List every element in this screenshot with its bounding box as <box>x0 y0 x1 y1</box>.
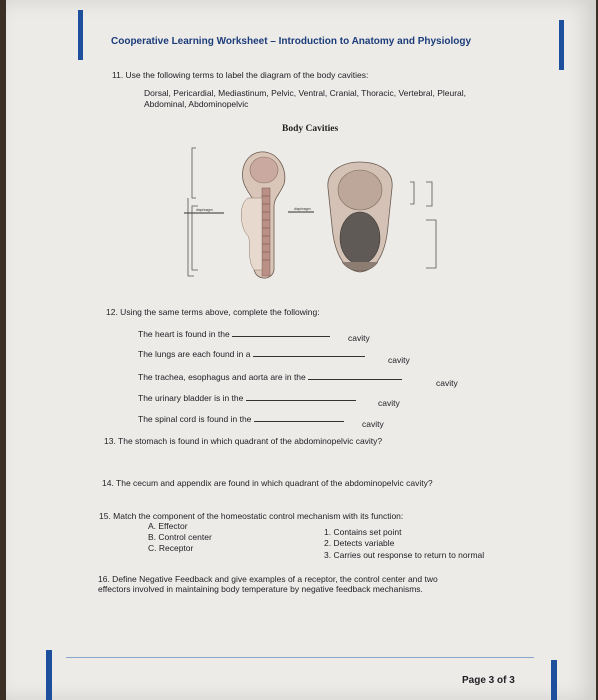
diaphragm-label-left: diaphragm <box>196 208 213 212</box>
q12-item-4-text: The urinary bladder is in the <box>138 393 244 403</box>
footer-left-bar <box>46 650 52 700</box>
q12-item-5-suffix: cavity <box>362 419 384 429</box>
diaphragm-label-right: diaphragm <box>294 207 311 211</box>
q11-prompt: 11. Use the following terms to label the diagram of the body cavities: <box>112 70 369 80</box>
q12-item-1-blank[interactable] <box>232 327 330 337</box>
sagittal-figure <box>184 148 314 278</box>
q12-item-3 <box>138 370 402 382</box>
q15-prompt: 15. Match the component of the homeostatic control mechanism with its function: <box>99 511 404 521</box>
header-left-bar <box>78 10 83 60</box>
q16-line2: effectors involved in maintaining body temperature by negative feedback mechanisms. <box>98 584 423 594</box>
q16-line1: 16. Define Negative Feedback and give examples of a receptor, the control center and two <box>98 574 438 584</box>
q14-text: 14. The cecum and appendix are found in which quadrant of the abdominopelvic cavity? <box>102 478 433 488</box>
q15-right-2: 2. Detects variable <box>324 538 395 548</box>
q13-text: 13. The stomach is found in which quadrant of the abdominopelvic cavity? <box>104 436 383 446</box>
q12-prompt: 12. Using the same terms above, complete the following: <box>106 307 320 317</box>
page-number: Page 3 of 3 <box>462 675 515 686</box>
page-title: Cooperative Learning Worksheet – Introduction to Anatomy and Physiology <box>111 36 472 47</box>
q12-item-1 <box>138 327 330 339</box>
q15-right-3: 3. Carries out response to return to normal <box>324 550 485 560</box>
q11-terms-line2: Abdominal, Abdominopelvic <box>144 99 249 109</box>
q12-item-2-text: The lungs are each found in a <box>138 349 251 359</box>
worksheet-page <box>6 0 596 700</box>
q12-item-2-suffix: cavity <box>388 355 410 365</box>
footer-right-bar <box>551 660 557 700</box>
q15-left-a: A. Effector <box>148 521 188 531</box>
q12-item-2-blank[interactable] <box>253 347 365 357</box>
q12-item-1-suffix: cavity <box>348 333 370 343</box>
frontal-figure <box>328 162 436 272</box>
q12-item-3-text: The trachea, esophagus and aorta are in the <box>138 372 306 382</box>
q15-left-c: C. Receptor <box>148 543 194 553</box>
q11-terms-line1: Dorsal, Pericardial, Mediastinum, Pelvic, Ventral, Cranial, Thoracic, Vertebral, Pleural, <box>144 88 467 98</box>
q12-item-3-suffix: cavity <box>436 378 458 388</box>
footer-divider <box>66 657 534 658</box>
header-right-bar <box>559 20 564 70</box>
body-cavities-diagram <box>174 140 474 290</box>
q12-item-5 <box>138 412 344 424</box>
q12-item-5-text: The spinal cord is found in the <box>138 414 252 424</box>
diagram-title: Body Cavities <box>282 124 339 134</box>
q12-item-2 <box>138 347 365 359</box>
q15-left-b: B. Control center <box>148 532 212 542</box>
q12-item-5-blank[interactable] <box>254 412 344 422</box>
q12-item-4-suffix: cavity <box>378 398 400 408</box>
q12-item-4-blank[interactable] <box>246 391 356 401</box>
q12-item-1-text: The heart is found in the <box>138 329 230 339</box>
q12-item-3-blank[interactable] <box>308 370 402 380</box>
q12-item-4 <box>138 391 356 403</box>
q15-right-1: 1. Contains set point <box>324 527 402 537</box>
